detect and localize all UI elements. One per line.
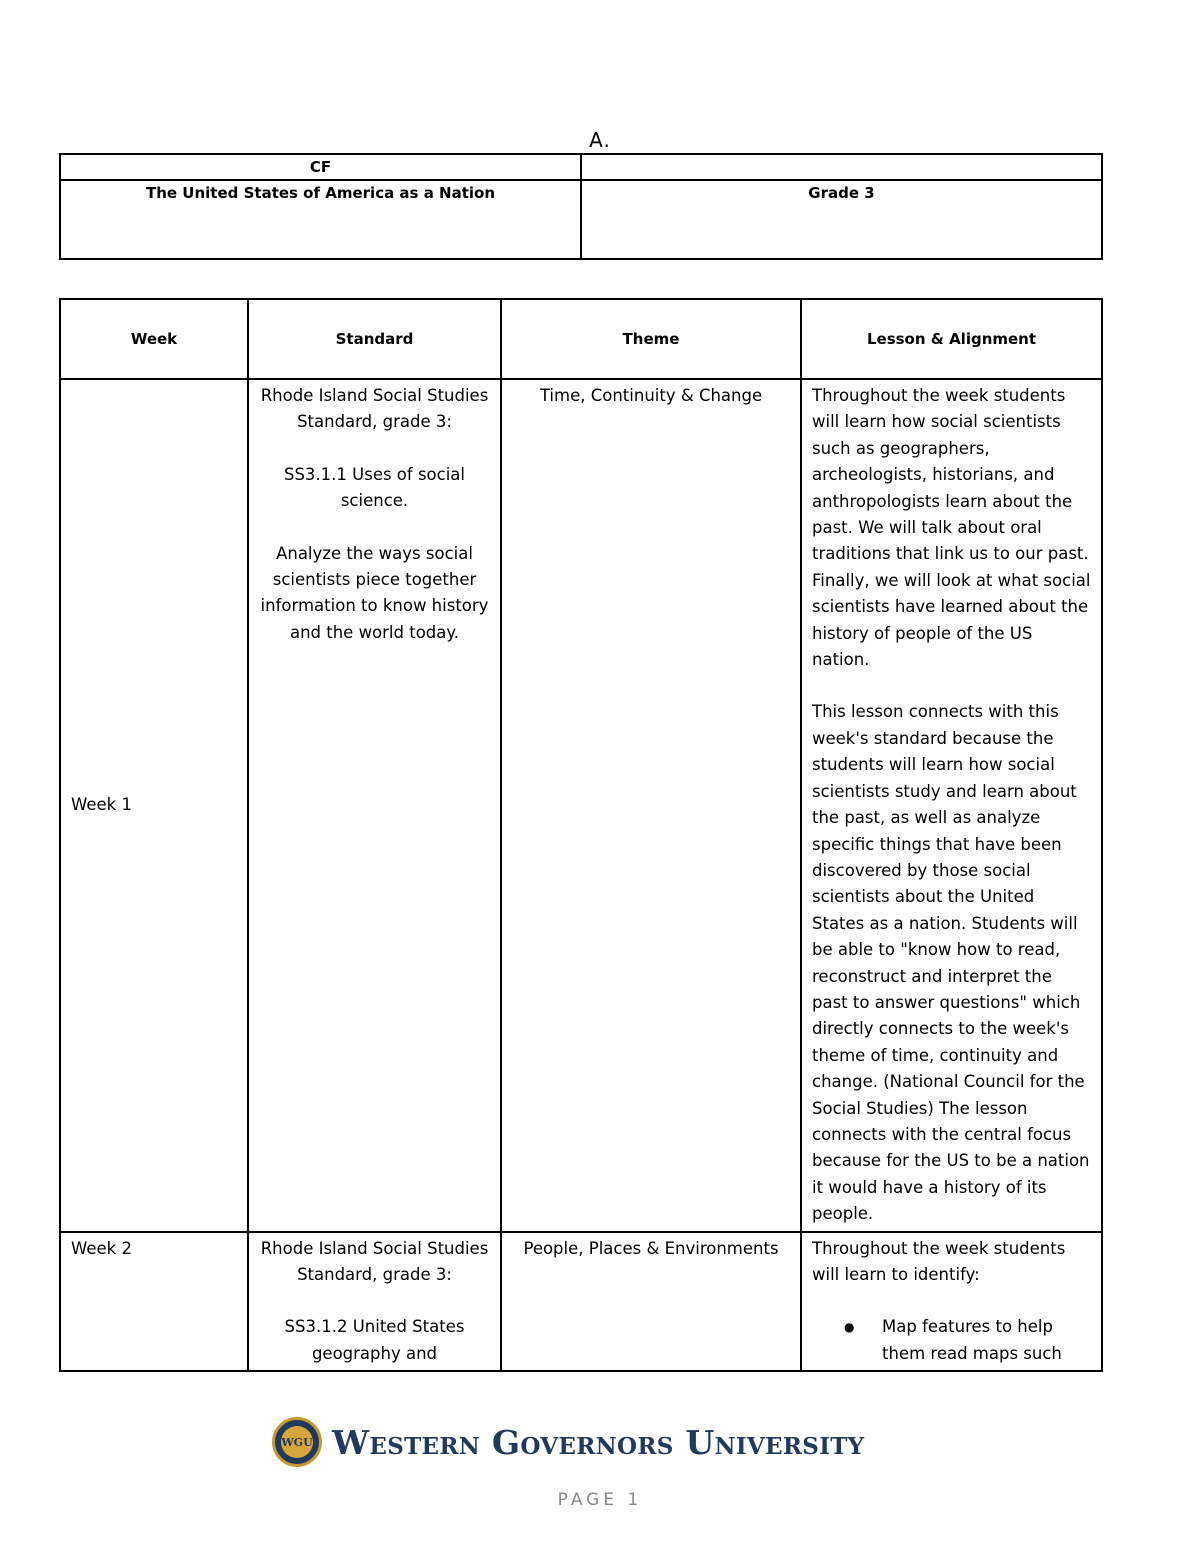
theme-cell: Time, Continuity & Change [501, 379, 801, 1232]
cf-label: CF [60, 154, 581, 180]
university-wordmark: Western Governors University [332, 1422, 865, 1462]
theme-cell: People, Places & Environments [501, 1232, 801, 1372]
list-item: ● Map features to help them read maps such [882, 1314, 1091, 1367]
course-info-table [59, 153, 1103, 260]
header-lesson: Lesson & Alignment [801, 299, 1102, 379]
standard-intro: Rhode Island Social Studies Standard, grade 3: [260, 1238, 489, 1284]
course-topic: The United States of America as a Nation [60, 180, 581, 259]
page-number: PAGE 1 [557, 1490, 643, 1510]
standard-intro: Rhode Island Social Studies Standard, grade 3: [260, 386, 489, 432]
weekly-plan-table [59, 298, 1103, 1372]
section-heading: A. [589, 128, 611, 152]
alignment-paragraph: This lesson connects with this week's standard because the students will learn how social scientists study and learn about the past, as well as analyze specific things that have been discovered by those social scientists about the United States as a nation. Students will be able to "know how to read, reconstruct and interpret the past to answer questions" which directly connects to the week's theme of time, continuity and change. (National Council for the Social Studies) The lesson connects with the central focus because for the US to be a nation it would have a history of its people. [812, 702, 1090, 1224]
university-seal-icon [272, 1417, 322, 1467]
course-info-row-1 [60, 154, 1102, 180]
seal-monogram: WGU [281, 1426, 313, 1458]
table-row [60, 1232, 1102, 1372]
lesson-paragraph: Throughout the week students will learn how social scientists such as geographers, archeologists, historians, and anthropologists learn about the past. We will talk about oral traditions that link us to our past. Finally, we will look at what social scientists have learned about the history of people of the US nation. [812, 386, 1091, 670]
lesson-paragraph: Throughout the week students will learn to identify: [812, 1238, 1066, 1284]
standard-code: SS3.1.1 Uses of social science. [283, 464, 466, 511]
week-label: Week 1 [60, 379, 248, 1232]
lesson-cell [801, 379, 1102, 1232]
header-standard: Standard [248, 299, 501, 379]
standard-cell [248, 1232, 501, 1372]
table-header-row [60, 299, 1102, 379]
header-week: Week [60, 299, 248, 379]
lesson-cell [801, 1232, 1102, 1372]
course-info-row-2 [60, 180, 1102, 259]
standard-cell [248, 379, 501, 1232]
lesson-bullet-list [812, 1314, 1091, 1367]
standard-description: Analyze the ways social scientists piece together information to know history and the world today. [260, 543, 489, 642]
empty-cell [581, 154, 1102, 180]
grade-level: Grade 3 [581, 180, 1102, 259]
table-row [60, 379, 1102, 1232]
week-label: Week 2 [60, 1232, 248, 1372]
standard-code: SS3.1.2 United States geography and [284, 1317, 465, 1363]
wgu-logo [272, 1414, 864, 1470]
header-theme: Theme [501, 299, 801, 379]
